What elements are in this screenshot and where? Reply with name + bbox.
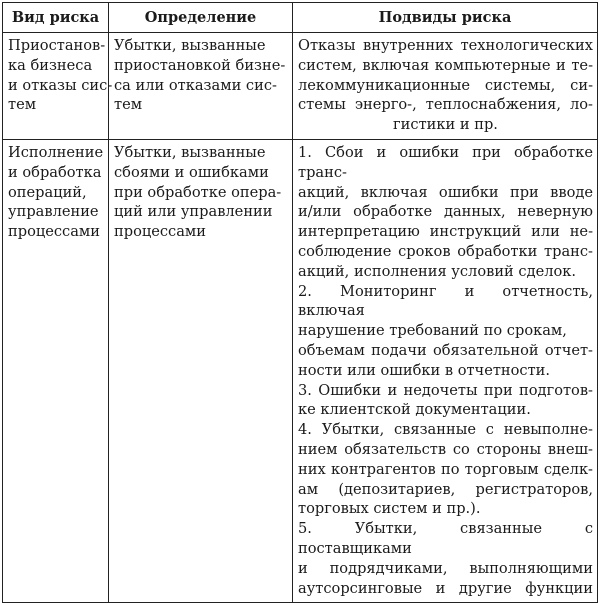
text-line: гистики и пр. — [393, 116, 498, 134]
text-line: и отказы сис- — [8, 76, 113, 94]
header-definition: Определение — [109, 3, 293, 33]
text-line: Отказы внутренних технологических — [298, 37, 593, 54]
text-line: систем, включая компьютерные и те- — [298, 56, 593, 74]
text-line: Убытки, вызванные — [114, 143, 266, 161]
text-line: ке клиентской документации. — [298, 401, 531, 419]
text-line: са или отказами сис- — [114, 76, 277, 94]
definition-text — [109, 33, 292, 119]
text-line: процессами — [8, 223, 101, 241]
text-line: 2. Мониторинг и отчетность, включая — [298, 282, 593, 320]
text-line: стемы энерго-, теплоснабжения, ло- — [298, 96, 593, 114]
text-line: лекоммуникационные системы, си- — [298, 76, 593, 94]
text-line: интерпретацию инструкций или не- — [298, 223, 593, 241]
definition-cell — [109, 139, 293, 602]
text-line: операций, — [8, 183, 87, 201]
text-line: ций или управлении — [114, 203, 273, 221]
subtypes-cell — [293, 33, 598, 140]
risk-type-cell — [3, 139, 109, 602]
text-line: при обработке опера- — [114, 183, 282, 201]
text-line: и/или обработке данных, неверную — [298, 203, 593, 221]
text-line: 1. Сбои и ошибки при обработке транс- — [298, 143, 593, 181]
risk-type-text — [3, 33, 113, 119]
text-line: процессами — [114, 223, 207, 241]
text-line: Исполнение — [8, 143, 104, 161]
text-line: Приостанов- — [8, 37, 106, 54]
text-line: управление — [8, 203, 99, 221]
subtypes-text — [293, 33, 597, 139]
definition-text — [109, 140, 292, 246]
text-line: и подрядчиками, выполняющими — [298, 559, 593, 577]
header-risk-type: Вид риска — [3, 3, 109, 33]
risk-type-text — [3, 140, 108, 246]
text-line: нием обязательств со стороны внеш- — [298, 440, 593, 458]
text-line: соблюдение сроков обработки транс- — [298, 242, 593, 260]
text-line: тем — [8, 96, 37, 114]
text-line: тем — [114, 96, 143, 114]
risk-table — [2, 2, 598, 603]
text-line: них контрагентов по торговым сделк- — [298, 460, 593, 478]
text-line: аутсорсинговые и другие функции — [298, 579, 593, 597]
risk-type-cell — [3, 33, 113, 140]
text-line: торговых систем и пр.). — [298, 500, 481, 518]
text-line: объемам подачи обязательной отчет- — [298, 341, 593, 359]
table-row — [3, 139, 598, 602]
text-line: 3. Ошибки и недочеты при подготов- — [298, 381, 593, 399]
text-line: ности или ошибки в отчетности. — [298, 361, 551, 379]
header-subtypes: Подвиды риска — [293, 3, 598, 33]
text-line: ам (депозитариев, регистраторов, — [298, 480, 593, 498]
text-line: Убытки, вызванные — [114, 37, 266, 54]
text-line: сбоями и ошибками — [114, 163, 269, 181]
text-line: 5. Убытки, связанные с поставщиками — [298, 520, 593, 557]
text-line: приостановкой бизне- — [114, 56, 286, 74]
header-row — [3, 3, 598, 33]
subtypes-cell — [293, 139, 598, 602]
text-line: ка бизнеса — [8, 56, 93, 74]
subtypes-text — [293, 140, 597, 602]
text-line: и обработка — [8, 163, 102, 181]
text-line: 4. Убытки, связанные с невыполне- — [298, 421, 593, 439]
text-line: акций, включая ошибки при вводе — [298, 183, 593, 201]
table-row — [3, 33, 598, 140]
text-line: нарушение требований по срокам, — [298, 322, 567, 340]
definition-cell — [109, 33, 293, 140]
text-line: акций, исполнения условий сделок. — [298, 262, 577, 280]
